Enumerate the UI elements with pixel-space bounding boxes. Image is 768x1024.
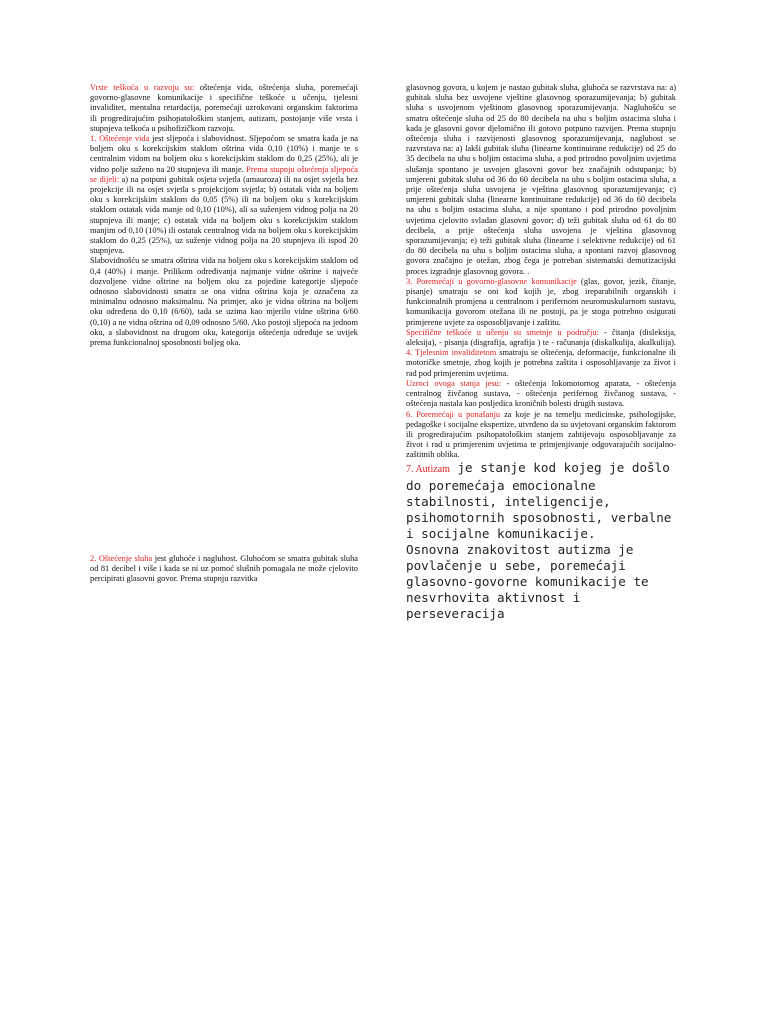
- right-column: [406, 83, 676, 461]
- heading-learning: Specifične teškoće u učenju su smetnje u području:: [406, 327, 599, 337]
- paragraph-intro: Vrste teškoća u razvoju su: oštećenja vida, oštećenja sluha, poremećaji govorno-glasovne komunikacije i specifične teškoće u učenju, tjelesni invaliditet, mentalna retardacija, poremećaji uzrokovani organskim faktorima ili progredirajućim psihopatološkim stanjem, autizam, postojanje više vrsta i stupnjeva teškoća u psihofizičkom razvoju.: [90, 83, 358, 133]
- paragraph-autism-traits: Osnovna znakovitost autizma je povlačenje u sebe, poremećaji glasovno-govorne komunikacije te nesvrhovita aktivnost i perseveracija: [406, 542, 649, 621]
- paragraph-vision: 1. Oštećenje vida jest sljepoća i slabovidnost. Sljepoćom se smatra kada je na boljem oku s korekcijskim staklom oštrina vida 0,10 (10%) i manje te s centralnim vidom na boljem oku s korekcijskim staklom do 0,25 (25%), ali je vidno polje suženo na 20 stupnjeva ili manje. Prema stupnju oštećenja sljepoća se dijeli: a) na potpuni gubitak osjeta svjetla (amauroza) ili na osjet svjetla bez projekcije ili na osjet svjetla s projekcijom svjetla; b) ostatak vida na boljem oku s korekcijskim staklom do 0,05 (5%) ili na boljem oku s korekcijskim staklom ostatak vida manje od 0,10 (10%), ali sa suženjem vidnog polja na 20 stupnjeva ili manje; c) ostatak vida na boljem oku s korekcijskim staklom manjim od 0,10 (10%) ili ostatak centralnog vida na boljem oku s korekcijskim staklom do 0,25 (25%), uz suženje vidnog polja na 20 stupnjeva ili ispod 20 stupnjeva.: [90, 134, 358, 256]
- heading-hearing: 2. Oštećenje sluha: [90, 554, 153, 563]
- heading-blindness-degree: Prema stupnju oštećenja sljepoća se dijeli:: [90, 164, 358, 184]
- heading-speech: 3. Poremećaji u govorno-glasovne komunikacije: [406, 276, 577, 286]
- left-column-bottom: [90, 554, 358, 585]
- autism-section: [406, 460, 686, 622]
- heading-behavior: 6. Poremećaji u ponašanju: [406, 409, 501, 419]
- left-column-top: [90, 83, 358, 348]
- heading-types: Vrste teškoća u razvoju su:: [90, 83, 195, 92]
- heading-physical: 4. Tjelesnim invaliditetom: [406, 348, 497, 358]
- heading-causes: Uzroci ovoga stanja jesu:: [406, 378, 502, 388]
- heading-autism: 7. Autizam: [406, 464, 450, 475]
- paragraph-behavior: 6. Poremećaji u ponašanju za koje je na temelju medicinske, psihologijske, pedagoške i socijalne ekspertize, utvrđeno da su uvjetovani organskim faktorom ili progredirajućim psihopatološkim stanjem zahtijevaju osposobljavanje za život i rad u primjerenim uvjetima te primjenjivanje odgovarajućih socijalno-zaštitnih oblika.: [406, 409, 676, 460]
- paragraph-hearing-cont: glasovnog govora, u kojem je nastao gubitak sluha, gluhoća se razvrstava na: a) gubitak sluha bez usvojene vještine glasovnog sporazumijevanja; b) gubitak sluha s usvojenom vještinom glasovnog sporazumijevanja. Nagluhošću se smatra oštećenje sluha od 25 do 80 decibela na uhu s boljim ostacima sluha i kada je glasovni govor djelomično ili gotovo potpuno razvijen. Prema stupnju oštećenja sluha i razvijenosti glasovnog sporazumijevanja, nagluhost se razvrstava na: a) lakši gubitak sluha (linearne kontinuirane redukcije) od 25 do 35 decibela na uhu s boljim ostacima sluha, a pod prirodno povoljnim uvjetima slušanja spontano je usvojen glasovni govor bez značajnih odstupanja; b) umjereni gubitak sluha od 36 do 60 decibela na uhu s boljim ostacima sluha, a prije oštećenja sluha usvojena je vještina glasovnog sporazumijevanja; c) umjereni gubitak sluha (linearne kontinuirane redukcije) od 36 do 60 decibela na uhu s boljim ostacima sluha, a nije spontano i pod prirodno povoljnim uvjetima cjelovito svladan glasovni govor; d) teži gubitak sluha od 61 do 80 decibela, a prije oštećenja sluha usvojena je vještina glasovnog sporazumijevanja; e) teži gubitak sluha (linearne i selektivne redukcije) od 61 do 80 decibela na uhu s boljim ostacima sluha, a spontani razvoj glasovnog govora značajno je otežan, zbog čega je potreban sistematski demutizacijski proces izgradnje glasovnog govora. .: [406, 83, 676, 276]
- paragraph-causes: Uzroci ovoga stanja jesu: - oštećenja lokomotornog aparata, - oštećenja centralnog živčanog sustava, - oštećenja perifernog živčanog sustava, - oštećenja nastala kao posljedica kroničnih bolesti drugih sustava.: [406, 378, 676, 409]
- paragraph-low-vision: Slabovidnošću se smatra oštrina vida na boljem oku s korekcijskim staklom od 0,4 (40%) i manje. Prilikom određivanja najmanje vidne oštrine i najveće dozvoljene vidne oštrine na boljem oku za pojedine kategorije sljepoće odnosno slabovidnosti smatra se ona vidna oštrina koja je označena za minimalnu odnosno maksimalnu. Na primjer, ako je vidna oštrina na boljem oku određena do 0,10 (6/60), tada se uzima kao mjerilo vidne oštrina 6/60 (0,10) a ne vidna oštrina od 0,09 odnosno 5/60. Ako postoji sljepoća na jednom oku, a slabovidnost na drugom oku, kategorija oštećenja određuje se uvijek prema funkcionalnoj sposobnosti boljeg oka.: [90, 256, 358, 348]
- paragraph-speech: 3. Poremećaji u govorno-glasovne komunikacije (glas, govor, jezik, čitanje, pisanje) smatraju se oni kod kojih je, zbog ireparabilnih organskih i funkcionalnih promjena u centralnom i perifernom neuromuskularnom sustavu, komunikacija govorom otežana ili ne postoji, pa je stoga potrebno osigurati primjerene uvjete za osposobljavanje i zaštitu.: [406, 276, 676, 327]
- paragraph-autism: 7. Autizam je stanje kod kojeg je došlo do poremećaja emocionalne stabilnosti, inteligencije, psihomotornih sposobnosti, verbalne i socijalne komunikacije.: [406, 460, 672, 541]
- paragraph-learning: Specifične teškoće u učenju su smetnje u području: - čitanja (disleksija, aleksija), - pisanja (disgrafija, agrafija ) te - računanja (diskalkulija, akalkulija). 4. Tjelesnim invaliditetom smatraju se oštećenja, deformacije, funkcionalne ili motoričke smetnje, zbog kojih je potrebna zaštita i osposobljavanje za život i rad pod primjerenim uvjetima.: [406, 327, 677, 378]
- heading-vision: 1. Oštećenje vida: [90, 134, 150, 144]
- paragraph-hearing: 2. Oštećenje sluha jest gluhoće i nagluhost. Gluhoćom se smatra gubitak sluha od 81 decibel i više i kada se ni uz pomoć slušnih pomagala ne može cjelovito percipirati glasovni govor. Prema stupnju razvitka: [90, 554, 358, 584]
